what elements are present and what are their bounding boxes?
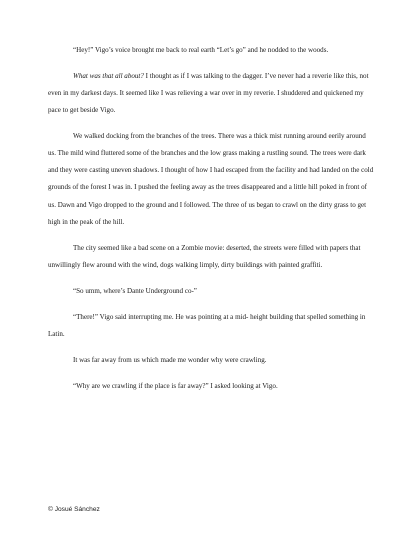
paragraph-8: “Why are we crawling if the place is far away?” I asked looking at Vigo. <box>73 381 278 390</box>
paragraph-1: “Hey!” Vigo’s voice brought me back to real earth “Let’s go” and he nodded to the woods. <box>73 46 329 54</box>
paragraph-2-rest: I thought as if I was talking to the dagger. I’ve never had a reverie like this, not even in my darkest days. It seemed like I was relieving a war over in my reverie. I shuddered and quickened my pace to get beside Vigo. <box>48 71 369 115</box>
paragraph-5: “So umm, where’s Dante Underground co-” <box>73 286 197 295</box>
paragraph-3: We walked docking from the branches of the trees. There was a thick mist running around eerily around us. The mild wind fluttered some of the branches and the low grass making a rustling sound. The trees were dark and they were casting uneven shadows. I thought of how I had escaped from the facility and had landed on the cold grounds of the forest I was in. I pushed the feeling away as the trees disappeared and a little hill poked in front of us. Dawn and Vigo dropped to the ground and I followed. The three of us began to crawl on the dirty grass to get high in the peak of the hill. <box>48 132 374 226</box>
paragraph-7: It was far away from us which made me wonder why were crawling. <box>73 355 267 364</box>
paragraph-6: “There!” Vigo said interrupting me. He was pointing at a mid- height building that spelled something in Latin. <box>48 312 366 338</box>
paragraph-2 <box>48 68 374 119</box>
story-text <box>48 42 374 404</box>
paragraph-4: The city seemed like a bad scene on a Zombie movie: deserted, the streets were filled with papers that unwillingly flew around with the wind, dogs walking limply, dirty buildings with painted graffiti. <box>48 243 361 269</box>
italic-thought: What was that all about? <box>73 71 144 80</box>
copyright-footer: © Josué Sánchez <box>48 506 100 513</box>
